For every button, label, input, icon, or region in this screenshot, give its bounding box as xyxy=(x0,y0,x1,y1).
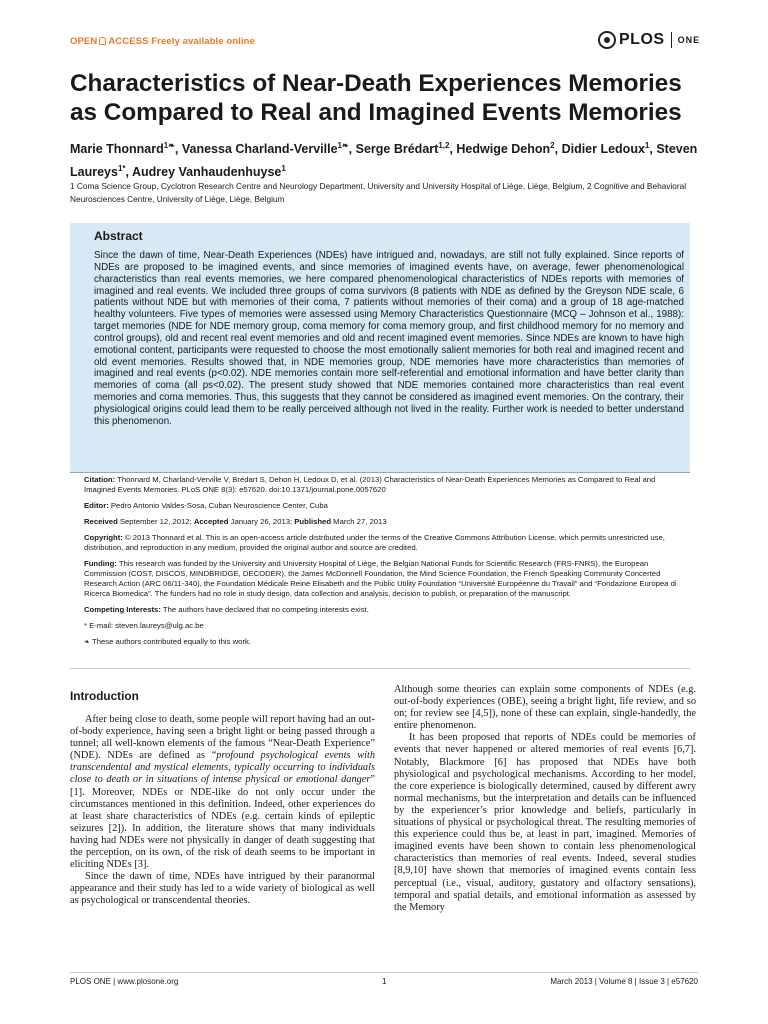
author-affiliation-mark: 1 xyxy=(281,164,286,174)
author-affiliation-mark: 2 xyxy=(550,141,555,150)
copyright-text: © 2013 Thonnard et al. This is an open-access article distributed under the terms of the Creative Commons Attribution License, which permits unrestricted use, distribution, and reproduction in any medium, provided the original author and source are credited. xyxy=(84,533,665,552)
author-affiliation-mark: 1,2 xyxy=(438,141,450,150)
open-access-label xyxy=(70,36,255,47)
author-affiliation-mark: 1❧ xyxy=(163,141,175,150)
introduction-heading: Introduction xyxy=(70,689,139,703)
competing-interests xyxy=(84,605,684,615)
author-name: Didier Ledoux xyxy=(561,142,645,157)
funding-text: This research was funded by the University and University Hospital of Liège, the Belgian National Funds for Scientific Research (FRS-FNRS), the European Commission (COST, DISCOS, MINDBRIDGE, DECODER), the James McDonnell Foundation, the Mind Science Foundation, the French Speaking Community Concerted Research Action (ARC 06/11-340), the Foundation Médicale Reine Elisabeth and the Public Utility Foundation “Université Européenne du Travail” and “Fondazione Europea di Ricerca Biomedica”. The funders had no role in study design, data collection and analysis, decision to publish, or preparation of the manuscript. xyxy=(84,559,677,598)
funding-label: Funding: xyxy=(84,559,117,568)
access-label: ACCESS Freely available online xyxy=(108,36,255,47)
plos-one-logo xyxy=(598,30,700,50)
author-affiliation-mark: 1 xyxy=(644,141,650,150)
equal-contribution-icon: ❧ xyxy=(84,637,91,646)
author-list: Marie Thonnard$^{1❧}$, Vanessa Charland-Verville$^{1❧}$, Serge Brédart$^{1,2}$, Hedwige Dehon$^2$, Didier Ledoux$^1$, Steven Laureys$^{1*}$, Audrey Vanhaudenhuyse$^1$ xyxy=(70,141,698,180)
intro-paragraph-1 xyxy=(70,714,375,871)
plos-logo-icon xyxy=(598,31,616,49)
metadata-bottom-rule xyxy=(70,668,690,669)
journal-subname: ONE xyxy=(677,35,701,45)
article-title: Characteristics of Near-Death Experiences Memories as Compared to Real and Imagined Events Memories xyxy=(70,70,682,126)
competing-text: The authors have declared that no competing interests exist. xyxy=(162,605,369,614)
open-label: OPEN xyxy=(70,36,98,47)
body-column-right xyxy=(394,684,696,914)
published-date: March 27, 2013 xyxy=(333,517,387,526)
accepted-label: Accepted xyxy=(193,517,229,526)
author-name: Vanessa Charland-Verville xyxy=(181,142,338,157)
citation xyxy=(84,475,684,495)
body-column-left xyxy=(70,684,375,908)
accepted-date: January 26, 2013; xyxy=(230,517,293,526)
logo-divider xyxy=(671,32,672,48)
open-lock-icon xyxy=(99,37,106,45)
footer-issue: March 2013 | Volume 8 | Issue 3 | e57620 xyxy=(550,977,698,986)
copyright xyxy=(84,533,684,553)
intro-paragraph-3: Although some theories can explain some components of NDEs (e.g. out-of-body experiences (OBE), seeing a bright light, life review, and so on; for review see [4,5]), none of these can explain, single-handedly, the entire phenomenon. xyxy=(394,684,696,732)
author-name: Serge Brédart xyxy=(355,142,439,157)
citation-text: Thonnard M, Charland-Verville V, Brédart S, Dehon H, Ledoux D, et al. (2013) Characteristics of Near-Death Experiences Memories as Compared to Real and Imagined Events Memories. PLoS ONE 8(3): e57620. doi:10.1371/journal.pone.0057620 xyxy=(84,475,656,494)
footer-rule xyxy=(70,972,698,973)
copyright-label: Copyright: xyxy=(84,533,123,542)
corresponding-email[interactable]: * E-mail: steven.laureys@ulg.ac.be xyxy=(84,621,204,630)
intro-p1-quote: profound psychological events with transcendental and mystical elements, typically occurring to individuals close to death or in situations of intense physical or emotional danger xyxy=(70,750,376,786)
footer-journal[interactable]: PLOS ONE | www.plosone.org xyxy=(70,977,179,986)
abstract-text: Since the dawn of time, Near-Death Experiences (NDEs) have intrigued and, nowadays, are still not fully explained. Since reports of NDEs are proposed to be imagined events, and since memories of imagined events have, on average, fewer phenomenological characteristics than real events memories, we here compared phenomenological characteristics of NDEs reports with memories of imagined and real events. We included three groups of coma survivors (8 patients with NDE as defined by the Greyson NDE scale, 6 patients without NDE but with memories of their coma, 7 patients without memories of their coma) and a group of 18 age-matched healthy volunteers. Five types of memories were assessed using Memory Characteristics Questionnaire (MCQ – Johnson et al., 1988): target memories (NDE for NDE memory group, coma memory for coma memory group, and first childhood memory for no memory and control groups), old and recent real event memories and old and recent imagined event memories. Since NDEs are known to have high emotional content, participants were requested to choose the most emotionally salient memories for both real and imagined recent and old event memories. Results showed that, in NDE memories group, NDE memories have more characteristics than memories of imagined and real events (p<0.02). NDE memories contain more self-referential and emotional information and have better clarity than memories of coma (all ps<0.02). The present study showed that NDE memories contained more characteristics than real event memories and coma memories. Thus, this suggests that they cannot be considered as imagined event memories. On the contrary, their physiological origins could lead them to be really perceived although not lived in the reality. Further work is needed to better understand this phenomenon. xyxy=(94,250,684,427)
citation-label: Citation: xyxy=(84,475,116,484)
metadata-top-rule xyxy=(70,472,690,473)
published-label: Published xyxy=(294,517,332,526)
author-affiliation-mark: 1* xyxy=(117,164,126,174)
funding xyxy=(84,559,684,599)
intro-paragraph-2: Since the dawn of time, NDEs have intrigued by their paranormal appearance and their study has led to a wide variety of biological as well as psychological or transcendental theories. xyxy=(70,871,375,907)
author-name: Audrey Vanhaudenhuyse xyxy=(132,165,282,180)
dates xyxy=(84,517,684,527)
journal-name: PLOS xyxy=(619,31,665,48)
received-label: Received xyxy=(84,517,118,526)
article-metadata xyxy=(84,475,684,653)
received-date: September 12, 2012; xyxy=(119,517,192,526)
page-number: 1 xyxy=(382,977,387,986)
abstract-heading: Abstract xyxy=(94,229,143,243)
editor-label: Editor: xyxy=(84,501,109,510)
intro-paragraph-4: It has been proposed that reports of NDEs could be memories of events that never happened or altered memories of real events [6,7]. Notably, Blackmore [6] has proposed that NDEs have both physiological and psychological mechanisms. According to her model, the core experience is biologically determined, caused by different awry normal mechanisms, but the interpretation and details can be influenced by the experiencer’s prior knowledge and beliefs, particularly in situations of physical or psychological threat. The resulting memories of this experience could thus be, at least in part, imagined. Memories of imagined events have been shown to contain less phenomenological characteristics than memories of real events. Indeed, several studies [8,9,10] have shown that memories of imagined events contain less perceptual (i.e., visual, auditory, gustatory and olfactory sensations), temporal and spatial details, and emotional information as assessed by the Memory xyxy=(394,732,696,913)
author-name: Marie Thonnard xyxy=(70,142,164,157)
author-name: Steven Laureys xyxy=(70,142,698,180)
competing-label: Competing Interests: xyxy=(84,605,161,614)
intro-p1-end: ” [1]. Moreover, NDEs or NDE-like do not only occur under the circumstances mentioned in this definition. Indeed, other experiences do at least share characteristics of NDEs (e.g. certain kinds of epileptic seizures [2]). In addition, the literature shows that many individuals having had NDEs were not physically in danger of death suggesting that the perception, on its own, of the risk of death seems to be important in eliciting NDEs [3]. xyxy=(70,774,375,871)
intro-p1-start: After being close to death, some people will report having had an out-of-body experience, having seen a bright light or being passed through a tunnel; all well-known elements of the famous “Near-Death Experience” (NDE). NDEs are defined as “ xyxy=(70,714,375,762)
author-affiliation-mark: 1❧ xyxy=(337,141,349,150)
affiliations: 1 Coma Science Group, Cyclotron Research Centre and Neurology Department, University and University Hospital of Liège, Liège, Belgium, 2 Cognitive and Behavioral Neurosciences Centre, University of Liège, Liège, Belgium xyxy=(70,181,687,204)
equal-contribution xyxy=(84,637,684,647)
author-name: Hedwige Dehon xyxy=(456,142,551,157)
editor xyxy=(84,501,684,511)
editor-text: Pedro Antonio Valdes-Sosa, Cuban Neuroscience Center, Cuba xyxy=(110,501,328,510)
equal-contribution-text: These authors contributed equally to this work. xyxy=(92,637,251,646)
